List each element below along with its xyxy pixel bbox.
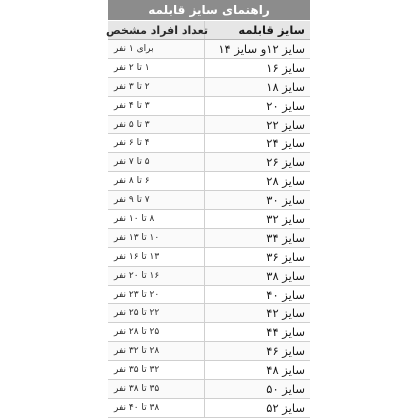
size-cell: سایز ۴۶ xyxy=(204,342,310,360)
table-row xyxy=(108,210,310,229)
header-size: سایز قابلمه xyxy=(204,21,310,39)
table-row xyxy=(108,267,310,286)
people-cell: ۳۸ تا ۴۰ نفر xyxy=(114,402,160,413)
size-cell: سایز ۴۲ xyxy=(204,304,310,322)
people-cell: ۳ تا ۴ نفر xyxy=(114,100,150,111)
table-row xyxy=(108,380,310,399)
table-row xyxy=(108,172,310,191)
table-row xyxy=(108,399,310,418)
size-cell: سایز ۲۴ xyxy=(204,134,310,152)
size-cell: سایز ۴۴ xyxy=(204,323,310,341)
table-row xyxy=(108,116,310,135)
size-cell: سایز ۲۶ xyxy=(204,153,310,171)
size-cell: سایز ۳۸ xyxy=(204,267,310,285)
people-cell: ۳۵ تا ۳۸ نفر xyxy=(114,383,160,394)
people-cell: ۲۸ تا ۳۲ نفر xyxy=(114,346,160,357)
table-row xyxy=(108,323,310,342)
size-cell: سایز ۱۶ xyxy=(204,59,310,77)
people-cell: ۱۳ تا ۱۶ نفر xyxy=(114,251,160,262)
people-cell: ۷ تا ۹ نفر xyxy=(114,195,150,206)
size-cell: سایز ۱۲و سایز ۱۴ xyxy=(204,40,310,58)
size-cell: سایز ۴۰ xyxy=(204,286,310,304)
table-row xyxy=(108,286,310,305)
people-cell: ۲۵ تا ۲۸ نفر xyxy=(114,327,160,338)
table-row xyxy=(108,40,310,59)
people-cell: ۲ تا ۳ نفر xyxy=(114,81,150,92)
table-row xyxy=(108,59,310,78)
table-row xyxy=(108,153,310,172)
size-cell: سایز ۳۲ xyxy=(204,210,310,228)
table-row xyxy=(108,342,310,361)
people-cell: ۱ تا ۲ نفر xyxy=(114,62,150,73)
people-cell: ۱۶ تا ۲۰ نفر xyxy=(114,270,160,281)
people-cell: ۳۲ تا ۳۵ نفر xyxy=(114,365,160,376)
size-cell: سایز ۳۴ xyxy=(204,229,310,247)
size-cell: سایز ۴۸ xyxy=(204,361,310,379)
people-cell: ۱۰ تا ۱۳ نفر xyxy=(114,232,160,243)
size-cell: سایز ۲۲ xyxy=(204,116,310,134)
people-cell: ۳ تا ۵ نفر xyxy=(114,119,150,130)
table-header-row xyxy=(108,21,310,40)
table-row xyxy=(108,134,310,153)
table-row xyxy=(108,248,310,267)
people-cell: ۸ تا ۱۰ نفر xyxy=(114,213,155,224)
size-cell: سایز ۲۰ xyxy=(204,97,310,115)
people-cell: ۴ تا ۶ نفر xyxy=(114,138,150,149)
size-cell: سایز ۳۰ xyxy=(204,191,310,209)
table-row xyxy=(108,191,310,210)
size-cell: سایز ۲۸ xyxy=(204,172,310,190)
table-row xyxy=(108,97,310,116)
size-cell: سایز ۵۰ xyxy=(204,380,310,398)
table-row xyxy=(108,304,310,323)
people-cell: ۶ تا ۸ نفر xyxy=(114,176,150,187)
size-cell: سایز ۵۲ xyxy=(204,399,310,417)
table-row xyxy=(108,361,310,380)
table-row xyxy=(108,229,310,248)
guide-title: راهنمای سایز قابلمه xyxy=(108,0,310,21)
size-table xyxy=(108,21,310,418)
people-cell: ۵ تا ۷ نفر xyxy=(114,157,150,168)
size-cell: سایز ۱۸ xyxy=(204,78,310,96)
size-cell: سایز ۳۶ xyxy=(204,248,310,266)
header-people: تعداد افراد مشخص xyxy=(106,23,208,37)
table-row xyxy=(108,78,310,97)
people-cell: برای ۱ نفر xyxy=(114,43,154,54)
pot-size-guide xyxy=(106,0,310,415)
people-cell: ۲۲ تا ۲۵ نفر xyxy=(114,308,160,319)
people-cell: ۲۰ تا ۲۳ نفر xyxy=(114,289,160,300)
